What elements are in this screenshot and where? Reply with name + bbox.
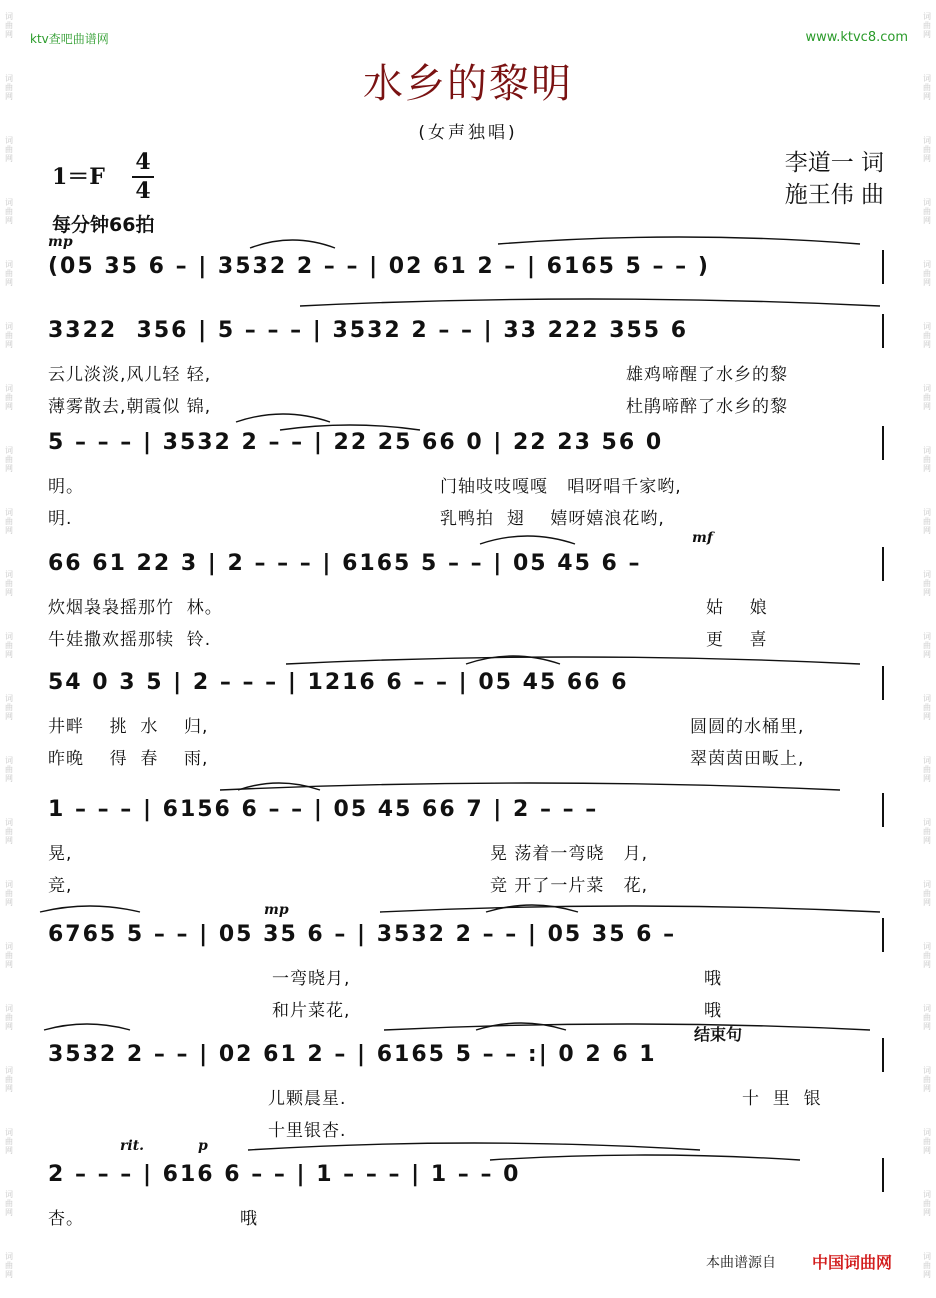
dynamic-p: p bbox=[198, 1138, 208, 1154]
watermark-text: 词 曲 网 bbox=[5, 756, 13, 783]
watermark-text: 词 曲 网 bbox=[923, 198, 931, 225]
watermark-text: 词 曲 网 bbox=[923, 74, 931, 101]
slur bbox=[248, 1143, 700, 1150]
composer-credit: 施王伟 曲 bbox=[784, 182, 884, 208]
slur bbox=[280, 425, 420, 430]
lyric-line: 和片菜花, bbox=[272, 1001, 351, 1021]
watermark-text: 词 曲 网 bbox=[5, 446, 13, 473]
watermark-text: 词 曲 网 bbox=[923, 1004, 931, 1031]
lyric-line: 炊烟袅袅摇那竹 林。 bbox=[48, 598, 223, 618]
watermark-text: 词 曲 网 bbox=[923, 12, 931, 39]
watermark-text: 词 曲 网 bbox=[5, 198, 13, 225]
watermark-text: 词 曲 网 bbox=[923, 632, 931, 659]
lyric-line: 薄雾散去,朝霞似 锦, bbox=[48, 397, 212, 417]
lyric-line-continued: 乳鸭拍 翅 嬉呀嬉浪花哟, bbox=[440, 509, 665, 529]
watermark-text: 词 曲 网 bbox=[923, 260, 931, 287]
watermark-text: 词 曲 网 bbox=[5, 818, 13, 845]
watermark-text: 词 曲 网 bbox=[923, 570, 931, 597]
lyric-line: 杏。 bbox=[48, 1209, 84, 1229]
dynamic-mf: mf bbox=[692, 530, 713, 546]
tempo-marking: 每分钟66拍 bbox=[52, 214, 155, 236]
lyric-line: 井畔 挑 水 归, bbox=[48, 717, 209, 737]
slur bbox=[480, 536, 575, 544]
slur bbox=[300, 299, 880, 306]
lyric-line: 云儿淡淡,风儿轻 轻, bbox=[48, 365, 212, 385]
watermark-text: 词 曲 网 bbox=[923, 756, 931, 783]
notation-line: (05 35 6 – | 3532 2 – – | 02 61 2 – | 6165 5 – – ) bbox=[48, 254, 710, 279]
watermark-text: 词 曲 网 bbox=[5, 632, 13, 659]
notation-line: 54 0 3 5 | 2 – – – | 1216 6 – – | 05 45 66 6 bbox=[48, 670, 629, 695]
watermark-text: 词 曲 网 bbox=[5, 136, 13, 163]
watermark-text: 词 曲 网 bbox=[923, 508, 931, 535]
watermark-text: 词 曲 网 bbox=[923, 446, 931, 473]
lyric-line: 明. bbox=[48, 509, 73, 529]
slur bbox=[40, 906, 140, 912]
slur bbox=[286, 657, 860, 664]
lyric-line: 晃, bbox=[48, 844, 73, 864]
watermark-text: 词 曲 网 bbox=[923, 1190, 931, 1217]
watermark-text: 词 曲 网 bbox=[5, 694, 13, 721]
slur bbox=[250, 240, 335, 248]
watermark-text: 词 曲 网 bbox=[5, 508, 13, 535]
notation-line: 2 – – – | 616 6 – – | 1 – – – | 1 – – 0 bbox=[48, 1162, 521, 1187]
lyric-line-continued: 哦 bbox=[704, 1001, 722, 1021]
watermark-text: 词 曲 网 bbox=[5, 1190, 13, 1217]
song-subtitle: (女声独唱) bbox=[418, 123, 518, 143]
lyric-line: 十里银杏. bbox=[268, 1121, 347, 1141]
watermark-text: 词 曲 网 bbox=[5, 384, 13, 411]
watermark-text: 词 曲 网 bbox=[5, 322, 13, 349]
watermark-text: 词 曲 网 bbox=[923, 694, 931, 721]
lyric-line-continued: 晃 荡着一弯晓 月, bbox=[490, 844, 649, 864]
lyric-line: 明。 bbox=[48, 477, 84, 497]
lyric-line-continued: 哦 bbox=[240, 1209, 258, 1229]
song-title: 水乡的黎明 bbox=[363, 61, 573, 107]
dynamic-mp-intro: mp bbox=[48, 234, 73, 250]
lyric-line-continued: 雄鸡啼醒了水乡的黎 bbox=[626, 365, 788, 385]
watermark-text: 词 曲 网 bbox=[923, 818, 931, 845]
watermark-text: 词 曲 网 bbox=[923, 322, 931, 349]
lyric-line-continued: 杜鹃啼醉了水乡的黎 bbox=[626, 397, 788, 417]
lyricist-credit: 李道一 词 bbox=[784, 150, 884, 176]
header-site-name: ktv查吧曲谱网 bbox=[30, 32, 109, 46]
lyric-line-continued: 翠茵茵田畈上, bbox=[690, 749, 805, 769]
lyric-line-continued: 竞 开了一片菜 花, bbox=[490, 876, 649, 896]
slur bbox=[380, 906, 880, 912]
slur bbox=[490, 1155, 800, 1160]
notation-line: 6765 5 – – | 05 35 6 – | 3532 2 – – | 05 35 6 – bbox=[48, 922, 677, 947]
watermark-text: 词 曲 网 bbox=[923, 1252, 931, 1279]
lyric-line: 一弯晓月, bbox=[272, 969, 351, 989]
watermark-text: 词 曲 网 bbox=[5, 260, 13, 287]
header-site-url[interactable]: www.ktvc8.com bbox=[805, 30, 908, 45]
watermark-text: 词 曲 网 bbox=[923, 1128, 931, 1155]
lyric-line: 牛娃撒欢摇那犊 铃. bbox=[48, 630, 212, 650]
watermark-text: 词 曲 网 bbox=[5, 1252, 13, 1279]
lyric-line: 竞, bbox=[48, 876, 73, 896]
dynamic-mp: mp bbox=[264, 902, 289, 918]
watermark-text: 词 曲 网 bbox=[5, 1066, 13, 1093]
watermark-text: 词 曲 网 bbox=[5, 12, 13, 39]
slur bbox=[384, 1024, 870, 1030]
watermark-text: 词 曲 网 bbox=[5, 570, 13, 597]
dynamic-rit: rit. bbox=[120, 1138, 145, 1154]
notation-line: 3322 356 | 5 – – – | 3532 2 – – | 33 222 355 6 bbox=[48, 318, 689, 343]
lyric-line-continued: 哦 bbox=[704, 969, 722, 989]
slur bbox=[44, 1024, 130, 1030]
watermark-text: 词 曲 网 bbox=[5, 74, 13, 101]
watermark-text: 词 曲 网 bbox=[923, 942, 931, 969]
lyric-line-continued: 十 里 银 bbox=[742, 1089, 822, 1109]
notation-line: 3532 2 – – | 02 61 2 – | 6165 5 – – :| 0 2 6 1 bbox=[48, 1042, 657, 1067]
watermark-text: 词 曲 网 bbox=[5, 880, 13, 907]
watermark-text: 词 曲 网 bbox=[923, 136, 931, 163]
watermark-text: 词 曲 网 bbox=[5, 942, 13, 969]
slur bbox=[498, 237, 860, 244]
slur bbox=[236, 414, 330, 422]
time-signature-bottom: 4 bbox=[135, 178, 151, 204]
lyric-line-continued: 姑 娘 bbox=[706, 598, 768, 618]
notation-line: 1 – – – | 6156 6 – – | 05 45 66 7 | 2 – – – bbox=[48, 797, 599, 822]
watermark-text: 词 曲 网 bbox=[5, 1004, 13, 1031]
footer-site-link[interactable]: 中国词曲网 bbox=[812, 1253, 893, 1272]
footer-source-label: 本曲谱源自 bbox=[706, 1255, 776, 1271]
notation-line: 5 – – – | 3532 2 – – | 22 25 66 0 | 22 23 56 0 bbox=[48, 430, 664, 455]
lyric-line: 昨晚 得 春 雨, bbox=[48, 749, 209, 769]
slur bbox=[220, 783, 840, 790]
watermark-text: 词 曲 网 bbox=[923, 880, 931, 907]
lyric-line-continued: 更 喜 bbox=[706, 630, 768, 650]
lyric-line-continued: 圆圆的水桶里, bbox=[690, 717, 805, 737]
key-signature: 1＝F bbox=[52, 164, 105, 190]
watermark-text: 词 曲 网 bbox=[5, 1128, 13, 1155]
lyric-line: 儿颗晨星. bbox=[268, 1089, 347, 1109]
ending-label: 结束句 bbox=[694, 1025, 743, 1044]
time-signature-top: 4 bbox=[135, 149, 151, 175]
watermark-text: 词 曲 网 bbox=[923, 1066, 931, 1093]
watermark-text: 词 曲 网 bbox=[923, 384, 931, 411]
lyric-line-continued: 门轴吱吱嘎嘎 唱呀唱千家哟, bbox=[440, 477, 682, 497]
notation-line: 66 61 22 3 | 2 – – – | 6165 5 – – | 05 45 6 – bbox=[48, 551, 642, 576]
